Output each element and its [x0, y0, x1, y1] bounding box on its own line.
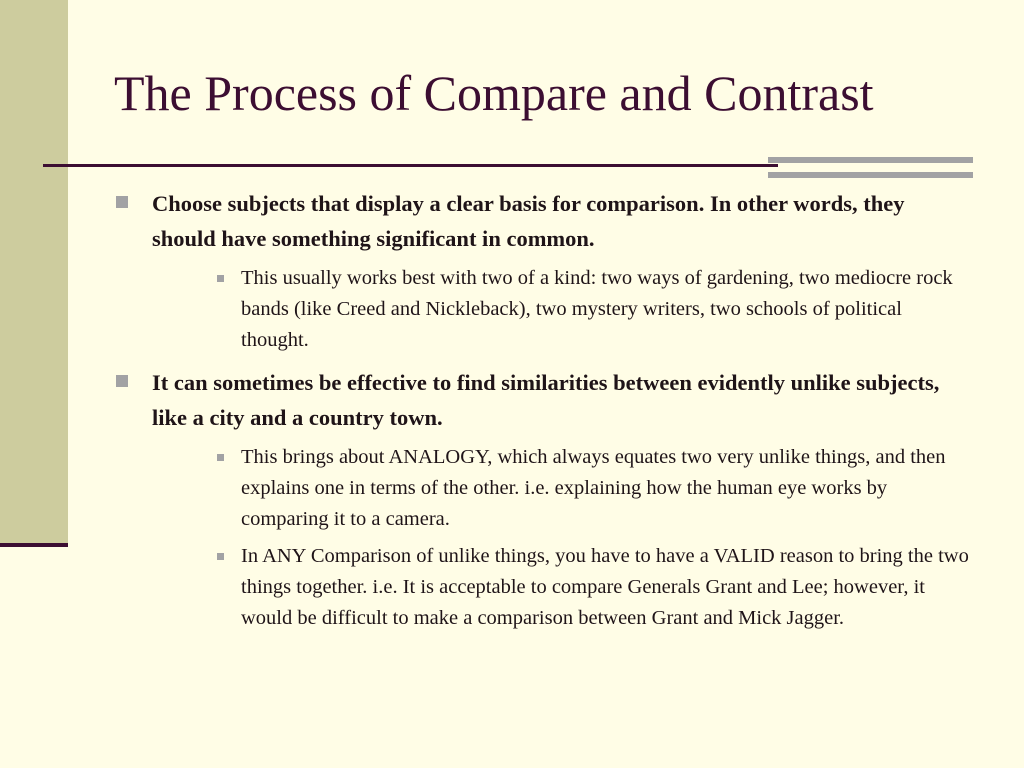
square-bullet-icon	[116, 375, 128, 387]
bullet-text: It can sometimes be effective to find similarities between evidently unlike subjects, like a city and a country town.	[152, 370, 940, 430]
bullet-item	[113, 365, 973, 435]
left-decorative-band	[0, 0, 68, 543]
sub-bullet-item	[241, 541, 973, 634]
square-bullet-icon	[217, 454, 224, 461]
square-bullet-icon	[116, 196, 128, 208]
sub-bullet-text: In ANY Comparison of unlike things, you have to have a VALID reason to bring the two things together. i.e. It is acceptable to compare Generals Grant and Lee; however, it would be difficult to make a comparison between Grant and Mick Jagger.	[241, 545, 969, 629]
accent-bar-top	[768, 157, 973, 163]
bullet-text: Choose subjects that display a clear basis for comparison. In other words, they should have something significant in common.	[152, 191, 905, 251]
square-bullet-icon	[217, 275, 224, 282]
sub-bullet-item	[241, 263, 973, 356]
sub-bullet-item	[241, 442, 973, 535]
left-band-rule	[0, 543, 68, 547]
slide-title: The Process of Compare and Contrast	[114, 65, 874, 121]
title-divider-line	[43, 164, 778, 167]
bullet-item	[113, 186, 973, 256]
square-bullet-icon	[217, 553, 224, 560]
sub-bullet-text: This usually works best with two of a kind: two ways of gardening, two mediocre rock bands (like Creed and Nickleback), two mystery writers, two schools of political thought.	[241, 267, 953, 351]
slide-body	[113, 186, 973, 634]
sub-bullet-text: This brings about ANALOGY, which always equates two very unlike things, and then explains one in terms of the other. i.e. explaining how the human eye works by comparing it to a camera.	[241, 446, 946, 530]
accent-bar-bottom	[768, 172, 973, 178]
